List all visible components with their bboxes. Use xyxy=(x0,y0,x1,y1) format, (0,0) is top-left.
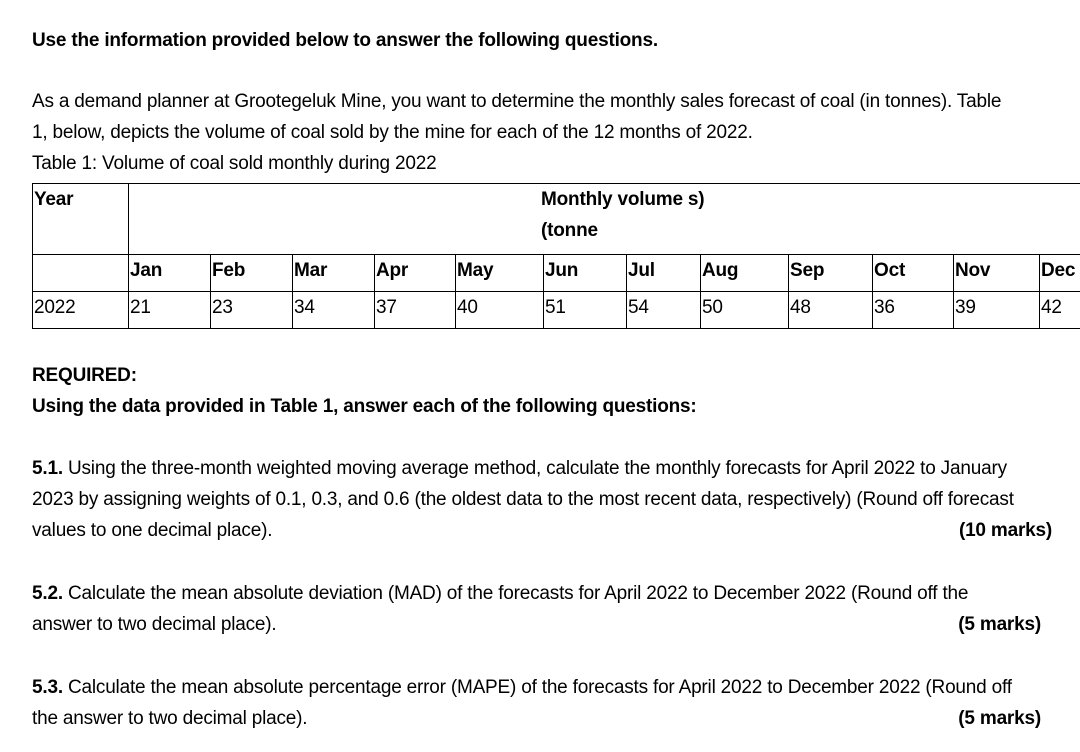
volume-cell: 42 xyxy=(1040,292,1080,329)
month-header: Dec xyxy=(1040,255,1080,292)
question-5-1-line-1 xyxy=(32,458,1007,480)
month-header: Sep xyxy=(789,255,873,292)
volume-cell: 51 xyxy=(544,292,627,329)
question-text: Using the three-month weighted moving average method, calculate the monthly forecasts for April 2022 to January xyxy=(62,458,1007,479)
volume-cell: 50 xyxy=(701,292,789,329)
volume-cell: 40 xyxy=(456,292,544,329)
volume-cell: 34 xyxy=(293,292,375,329)
question-5-1-line-2: 2023 by assigning weights of 0.1, 0.3, and 0.6 (the oldest data to the most recent data, respectively) (Round off forecast xyxy=(32,489,1014,510)
coal-volume-table xyxy=(32,183,1080,329)
intro-line-2: 1, below, depicts the volume of coal sold by the mine for each of the 12 months of 2022. xyxy=(32,122,753,143)
question-number: 5.3. xyxy=(32,677,63,698)
month-header: Mar xyxy=(293,255,375,292)
volume-cell: 39 xyxy=(954,292,1040,329)
month-header: Oct xyxy=(873,255,954,292)
month-header: Aug xyxy=(701,255,789,292)
required-label: REQUIRED: xyxy=(32,365,137,386)
monthly-volume-header xyxy=(129,184,1080,255)
table-caption: Table 1: Volume of coal sold monthly during 2022 xyxy=(32,153,437,174)
month-header: May xyxy=(456,255,544,292)
question-5-1-line-3: values to one decimal place). xyxy=(32,520,273,541)
volume-cell: 36 xyxy=(873,292,954,329)
question-text: Calculate the mean absolute deviation (MAD) of the forecasts for April 2022 to December 2022 (Round off the xyxy=(62,583,969,604)
question-5-3-line-2: the answer to two decimal place). xyxy=(32,708,308,729)
month-header: Jan xyxy=(129,255,211,292)
question-text: Calculate the mean absolute percentage error (MAPE) of the forecasts for April 2022 to December 2022 (Round off xyxy=(62,677,1012,698)
months-row xyxy=(33,255,1080,292)
volume-cell: 21 xyxy=(129,292,211,329)
year-header: Year xyxy=(33,184,129,255)
volume-cell: 23 xyxy=(211,292,293,329)
table-header-row xyxy=(33,184,1080,255)
volume-cell: 54 xyxy=(627,292,701,329)
month-header: Jul xyxy=(627,255,701,292)
instructions-heading: Use the information provided below to answer the following questions. xyxy=(32,30,658,51)
volume-cell: 37 xyxy=(375,292,456,329)
question-5-2-line-1 xyxy=(32,583,968,605)
intro-line-1: As a demand planner at Grootegeluk Mine, you want to determine the monthly sales forecast of coal (in tonnes). Table xyxy=(32,91,1002,112)
month-header: Nov xyxy=(954,255,1040,292)
month-header: Feb xyxy=(211,255,293,292)
required-instruction: Using the data provided in Table 1, answer each of the following questions: xyxy=(32,396,697,417)
month-header: Apr xyxy=(375,255,456,292)
question-5-2-marks: (5 marks) xyxy=(958,614,1041,635)
table-row-2022 xyxy=(33,292,1080,329)
question-5-2-line-2: answer to two decimal place). xyxy=(32,614,277,635)
question-number: 5.2. xyxy=(32,583,63,604)
monthly-volume-header-line-1: Monthly volume s) xyxy=(541,189,705,210)
row-year-cell: 2022 xyxy=(33,292,129,329)
volume-cell: 48 xyxy=(789,292,873,329)
month-header: Jun xyxy=(544,255,627,292)
question-5-3-marks: (5 marks) xyxy=(958,708,1041,729)
monthly-volume-header-line-2: (tonne xyxy=(541,220,598,241)
months-row-label xyxy=(33,255,129,292)
question-5-3-line-1 xyxy=(32,677,1012,699)
question-number: 5.1. xyxy=(32,458,63,479)
question-5-1-marks: (10 marks) xyxy=(958,520,1052,541)
